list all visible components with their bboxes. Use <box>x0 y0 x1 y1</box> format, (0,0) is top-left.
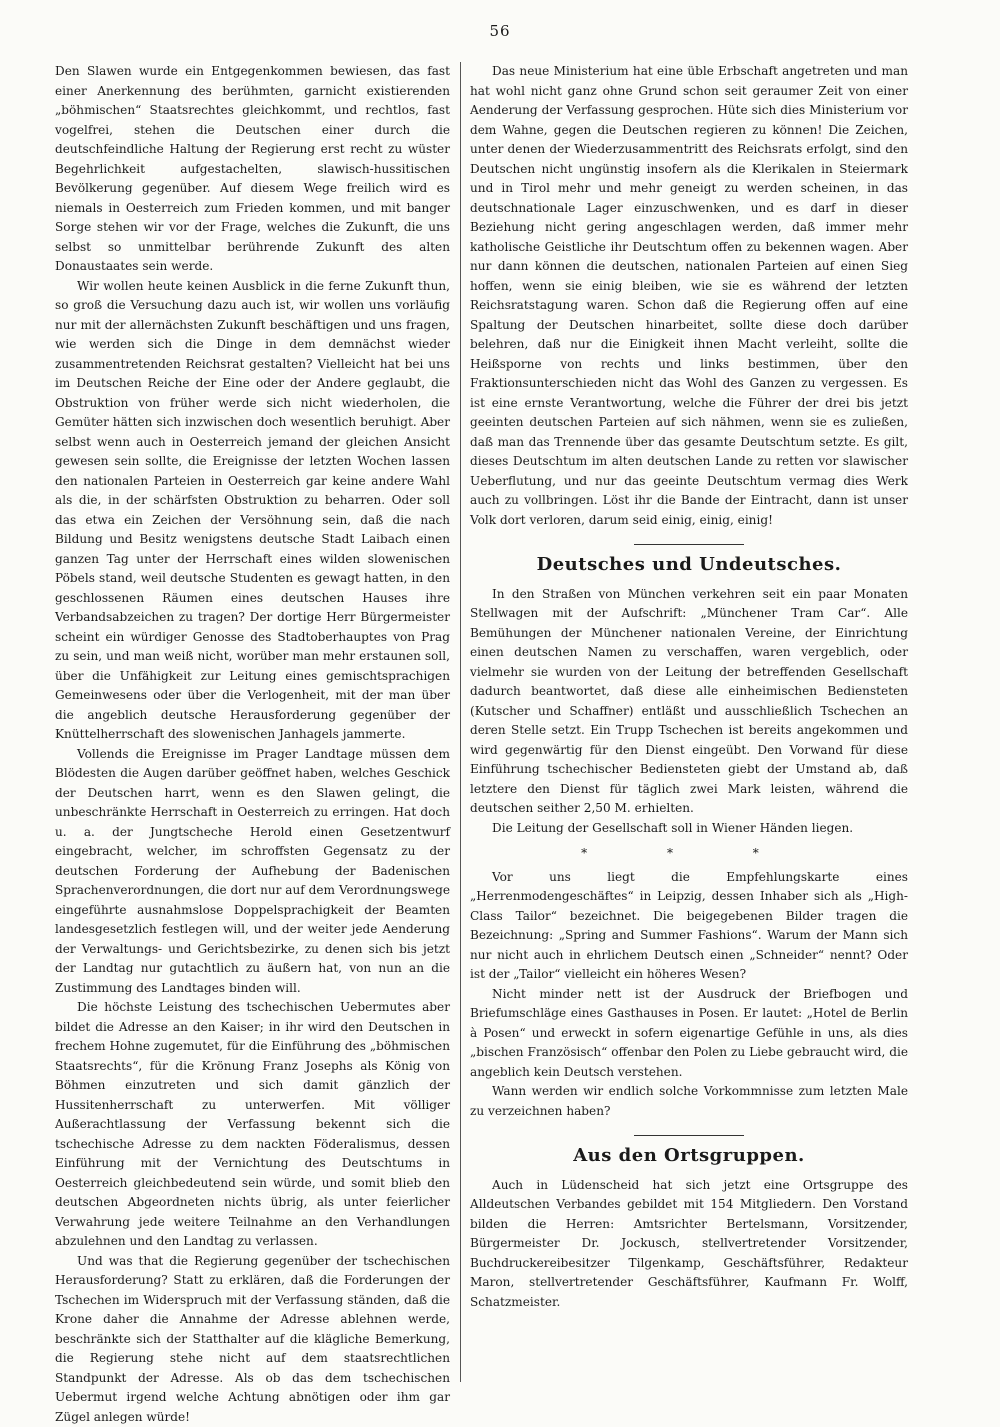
section-title-aus-den-ortsgruppen: Aus den Ortsgruppen. <box>470 1146 908 1166</box>
section-divider <box>634 1135 744 1136</box>
left-column <box>55 62 450 1427</box>
paragraph: Die Leitung der Gesellschaft soll in Wiener Händen liegen. <box>470 819 908 839</box>
paragraph: Vor uns liegt die Empfehlungskarte eines „Herrenmodengeschäftes“ in Leipzig, dessen Inhaber sich als „High-Class Tailor“ bezeichnet. Die beigegebenen Bilder tragen die Bezeichnung: „Spring and Summer Fashions“. Warum der Mann sich nur nicht auch in ehrlichem Deutsch einen „Schneider“ nennt? Oder ist der „Tailor“ vielleicht ein höheres Wesen? <box>470 868 908 985</box>
right-column <box>470 62 908 1312</box>
paragraph: Auch in Lüdenscheid hat sich jetzt eine Ortsgruppe des Alldeutschen Verbandes gebildet mit 154 Mitgliedern. Den Vorstand bilden die Herren: Amtsrichter Bertelsmann, Vorsitzender, Bürgermeister Dr. Jockusch, stellvertretender Vorsitzender, Buchdruckereibesitzer Tilgenkamp, Geschäftsführer, Redakteur Maron, stellvertretender Geschäftsführer, Kaufmann Fr. Wolff, Schatzmeister. <box>470 1176 908 1313</box>
paragraph: Den Slawen wurde ein Entgegenkommen bewiesen, das fast einer Anerkennung des berühmten, garnicht existierenden „böhmischen“ Staatsrechtes gleichkommt, und rechtlos, fast vogelfrei, stehen die Deutschen einer durch die deutschfeindliche Haltung der Regierung erst recht zu wüster Begehrlichkeit aufgestachelten, slawisch-hussitischen Bevölkerung gegenüber. Auf diesem Wege freilich wird es niemals in Oesterreich zum Frieden kommen, und mit banger Sorge stehen wir vor der Frage, welches die Zukunft, die uns selbst so unmittelbar berührende Zukunft des alten Donaustaates sein werde. <box>55 62 450 277</box>
paragraph: Die höchste Leistung des tschechischen Uebermutes aber bildet die Adresse an den Kaiser; in ihr wird den Deutschen in frechem Hohne zugemutet, für die Einführung des „böhmischen Staatsrechts“, für die Krönung Franz Josephs als König von Böhmen einzutreten und sich damit gänzlich der Hussitenherrschaft zu unterwerfen. Mit völliger Außerachtlassung der Verfassung bekennt sich die tschechische Adresse zu dem nackten Föderalismus, dessen Einführung mit der Vernichtung des Deutschtums in Oesterreich gleichbedeutend sein würde, und somit blieb den deutschen Abgeordneten nichts übrig, als unter feierlicher Verwahrung jede weitere Teilnahme an den Verhandlungen abzulehnen und den Landtag zu verlassen. <box>55 998 450 1252</box>
paragraph: Vollends die Ereignisse im Prager Landtage müssen dem Blödesten die Augen darüber geöffnet haben, welches Geschick der Deutschen harrt, wenn es den Slawen gelingt, die unbeschränkte Herrschaft in Oesterreich zu erringen. Hat doch u. a. der Jungtscheche Herold einen Gesetzentwurf eingebracht, welcher, im schroffsten Gegensatz zu der deutschen Forderung der Aufhebung der Badenischen Sprachenverordnungen, die dort nur auf dem Verordnungswege eingeführte ausnahmslose Doppelsprachigkeit der Beamten landesgesetzlich festlegen will, und der weiter jede Aenderung der Verwaltungs- und Gerichtsbezirke, zu denen sich bis jetzt der Landtag nur gutachtlich zu äußern hat, von nun an die Zustimmung des Landtages binden will. <box>55 745 450 999</box>
paragraph: In den Straßen von München verkehren seit ein paar Monaten Stellwagen mit der Aufschrift: „Münchener Tram Car“. Alle Bemühungen der Münchener nationalen Vereine, der Einrichtung einen deutschen Namen zu verschaffen, waren vergeblich, oder vielmehr sie wurden von der Leitung der betreffenden Gesellschaft dadurch beantwortet, daß diese alle einheimischen Bediensteten (Kutscher und Schaffner) entläßt und ausschließlich Tschechen an deren Stelle setzt. Ein Trupp Tschechen ist bereits angekommen und wird gegenwärtig für den Dienst eingeübt. Den Vorwand für diese Einführung tschechischer Bediensteten giebt der Umstand ab, daß letztere den Dienst für täglich zwei Mark leisten, während die deutschen seither 2,50 M. erhielten. <box>470 585 908 819</box>
column-divider <box>460 62 461 1382</box>
paragraph: Und was that die Regierung gegenüber der tschechischen Herausforderung? Statt zu erklären, daß die Forderungen der Tschechen im Widerspruch mit der Verfassung ständen, daß die Krone daher die Annahme der Adresse ablehnen werde, beschränkte sich der Statthalter auf die klägliche Bemerkung, die Regierung stehe nicht auf dem staatsrechtlichen Standpunkt der Adresse. Als ob das dem tschechischen Uebermut irgend welche Achtung abnötigen oder ihm gar Zügel anlegen würde! <box>55 1252 450 1427</box>
paragraph: Wir wollen heute keinen Ausblick in die ferne Zukunft thun, so groß die Versuchung dazu auch ist, wir wollen uns vorläufig nur mit der allernächsten Zukunft beschäftigen und uns fragen, wie werden sich die Dinge in dem demnächst wieder zusammentretenden Reichsrat gestalten? Vielleicht hat bei uns im Deutschen Reiche der Eine oder der Andere geglaubt, die Obstruktion von früher werde sich nicht wiederholen, die Gemüter hätten sich inzwischen doch wesentlich beruhigt. Aber selbst wenn auch in Oesterreich jemand der gleichen Ansicht gewesen sein sollte, die Ereignisse der letzten Wochen lassen den nationalen Parteien in Oesterreich gar keine andere Wahl als die, in der schärfsten Obstruktion zu beharren. Oder soll das etwa ein Zeichen der Versöhnung sein, daß die nach Bildung und Besitz wenigstens deutsche Stadt Laibach einen ganzen Tag unter der Herrschaft eines wilden slowenischen Pöbels stand, weil deutsche Studenten es gewagt hatten, in den geschlossenen Räumen eines deutschen Hauses ihre Verbandsabzeichen zu tragen? Der dortige Herr Bürgermeister scheint ein würdiger Genosse des Stadtoberhauptes von Prag zu sein, und man weiß nicht, worüber man mehr erstaunen soll, über die Unfähigkeit zur Leitung eines gemischtsprachigen Gemeinwesens oder über die Verlogenheit, mit der man über die angeblich deutsche Herausforderung gegenüber der Knüttelherrschaft des slowenischen Janhagels jammerte. <box>55 277 450 745</box>
paragraph: Nicht minder nett ist der Ausdruck der Briefbogen und Briefumschläge eines Gasthauses in Posen. Er lautet: „Hotel de Berlin à Posen“ und erweckt in sofern eigenartige Gefühle in uns, als dies „bischen Französisch“ offenbar den Polen zu Liebe gebraucht wird, die angeblich kein Deutsch verstehen. <box>470 985 908 1083</box>
paragraph: Das neue Ministerium hat eine üble Erbschaft angetreten und man hat wohl nicht ganz ohne Grund schon seit geraumer Zeit von einer Aenderung der Verfassung gesprochen. Hüte sich dies Ministerium vor dem Wahne, gegen die Deutschen regieren zu können! Die Zeichen, unter denen der Wiederzusammentritt des Reichsrats erfolgt, sind den Deutschen nicht ungünstig insofern als die Klerikalen in Steiermark und in Tirol mehr und mehr geneigt zu werden scheinen, in das deutschnationale Lager einzuschwenken, und es darf in dieser Beziehung nicht gering angeschlagen werden, daß immer mehr katholische Geistliche ihr Deutschtum offen zu bekennen wagen. Aber nur dann können die deutschen, nationalen Parteien auf einen Sieg hoffen, wenn sie einig bleiben, wie sie es während der letzten Reichsratstagung waren. Schon daß die Regierung offen auf eine Spaltung der Deutschen hinarbeitet, sollte diese doch darüber belehren, daß nur die Einigkeit ihnen Macht verleiht, sollte die Heißsporne von rechts und links bestimmen, über den Fraktionsunterschieden nicht das Wohl des Ganzen zu vergessen. Es ist eine ernste Verantwortung, welche die Führer der drei bis jetzt geeinten deutschen Parteien auf sich nähmen, wenn sie es zuließen, daß man das Trennende über das gesamte Deutschtum setzte. Es gilt, dieses Deutschtum im alten deutschen Lande zu retten vor slawischer Ueberflutung, und nur das geeinte Deutschtum vermag dies Werk auch zu vollbringen. Löst ihr die Bande der Eintracht, dann ist unser Volk dort verloren, darum seid einig, einig, einig! <box>470 62 908 530</box>
section-title-deutsches-und-undeutsches: Deutsches und Undeutsches. <box>470 555 908 575</box>
paragraph: Wann werden wir endlich solche Vorkommnisse zum letzten Male zu verzeichnen haben? <box>470 1082 908 1121</box>
asterism-separator: * * * <box>470 844 908 864</box>
page-number: 56 <box>0 22 1000 40</box>
section-divider <box>634 544 744 545</box>
